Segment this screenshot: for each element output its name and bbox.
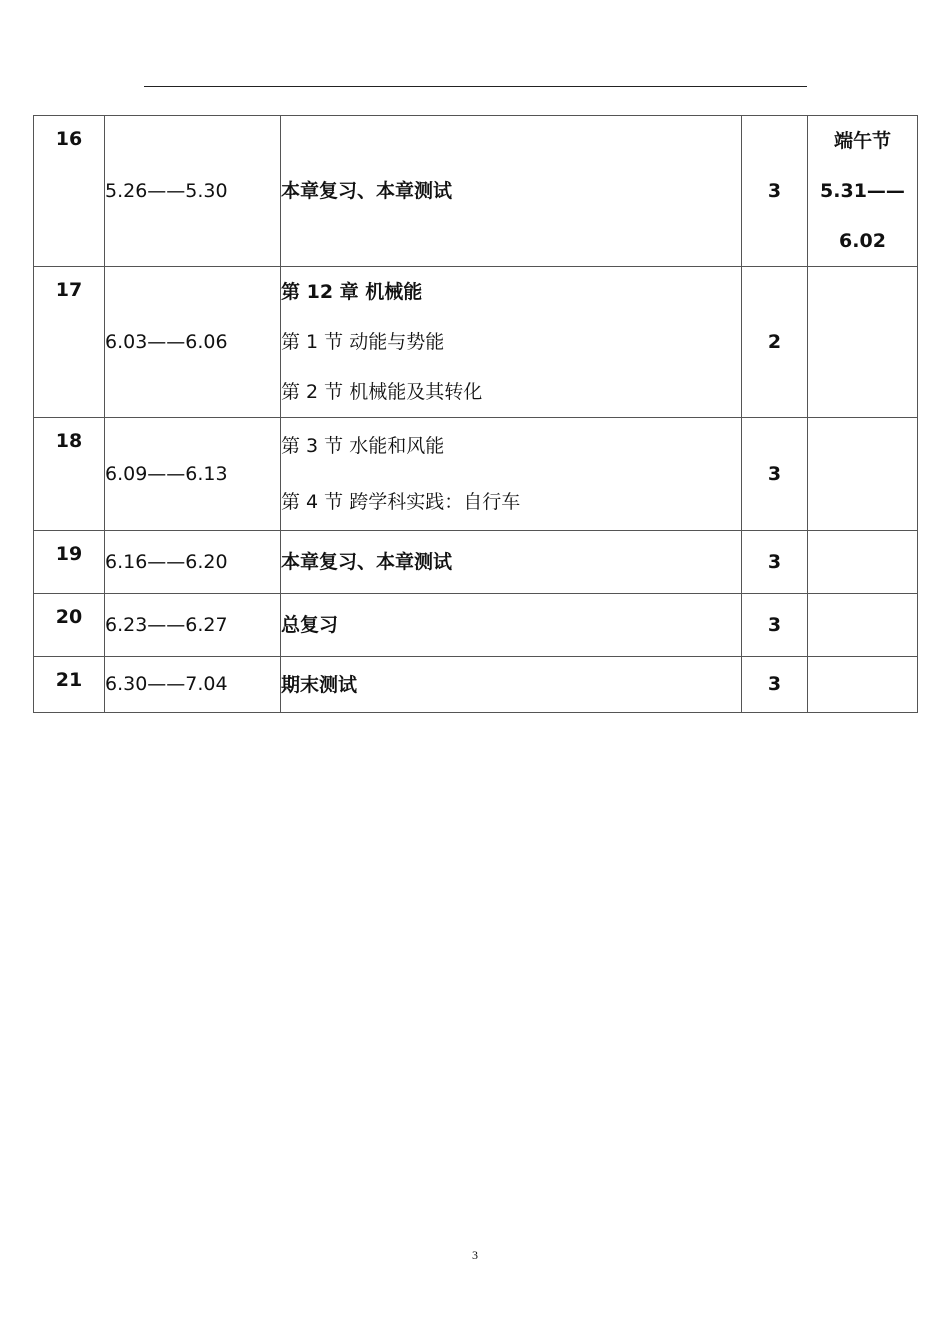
note-cell xyxy=(808,594,918,657)
content-cell xyxy=(281,531,742,594)
week-number-cell: 20 xyxy=(34,594,105,657)
table-row xyxy=(34,531,918,594)
hours-cell: 3 xyxy=(742,531,808,594)
week-number-cell: 16 xyxy=(34,116,105,267)
week-number-cell: 19 xyxy=(34,531,105,594)
week-number-cell: 17 xyxy=(34,267,105,418)
header-rule xyxy=(144,86,807,87)
note-cell xyxy=(808,657,918,713)
content-cell xyxy=(281,418,742,531)
note-line: 端午节 xyxy=(833,130,891,152)
hours-cell: 3 xyxy=(742,418,808,531)
content-line: 总复习 xyxy=(281,614,339,636)
schedule-table xyxy=(33,115,918,713)
content-line: 本章复习、本章测试 xyxy=(281,551,453,573)
table-row xyxy=(34,594,918,657)
date-range-cell: 5.26——5.30 xyxy=(105,116,281,267)
hours-cell: 2 xyxy=(742,267,808,418)
note-cell xyxy=(808,267,918,418)
date-range-cell: 6.23——6.27 xyxy=(105,594,281,657)
note-cell xyxy=(808,531,918,594)
content-line: 期末测试 xyxy=(281,673,358,696)
note-cell xyxy=(808,418,918,531)
note-cell xyxy=(808,116,918,267)
table-row xyxy=(34,657,918,713)
table-row xyxy=(34,267,918,418)
table-row xyxy=(34,116,918,267)
content-line: 第 4 节 跨学科实践：自行车 xyxy=(281,491,521,513)
note-line: 5.31—— xyxy=(820,180,905,202)
date-range-cell: 6.03——6.06 xyxy=(105,267,281,418)
content-line: 第 12 章 机械能 xyxy=(281,281,423,303)
table-row xyxy=(34,418,918,531)
page-number: 3 xyxy=(472,1248,478,1262)
content-cell xyxy=(281,594,742,657)
hours-cell: 3 xyxy=(742,116,808,267)
content-cell xyxy=(281,267,742,418)
hours-cell: 3 xyxy=(742,657,808,713)
date-range-cell: 6.16——6.20 xyxy=(105,531,281,594)
content-cell xyxy=(281,657,742,713)
date-range-cell: 6.30——7.04 xyxy=(105,657,281,713)
week-number-cell: 18 xyxy=(34,418,105,531)
content-line: 第 2 节 机械能及其转化 xyxy=(281,381,483,403)
date-range-cell: 6.09——6.13 xyxy=(105,418,281,531)
week-number-cell: 21 xyxy=(34,657,105,713)
content-line: 第 3 节 水能和风能 xyxy=(281,435,445,457)
content-line: 第 1 节 动能与势能 xyxy=(281,331,445,353)
content-line: 本章复习、本章测试 xyxy=(281,180,453,202)
hours-cell: 3 xyxy=(742,594,808,657)
content-cell xyxy=(281,116,742,267)
note-line: 6.02 xyxy=(839,230,886,252)
